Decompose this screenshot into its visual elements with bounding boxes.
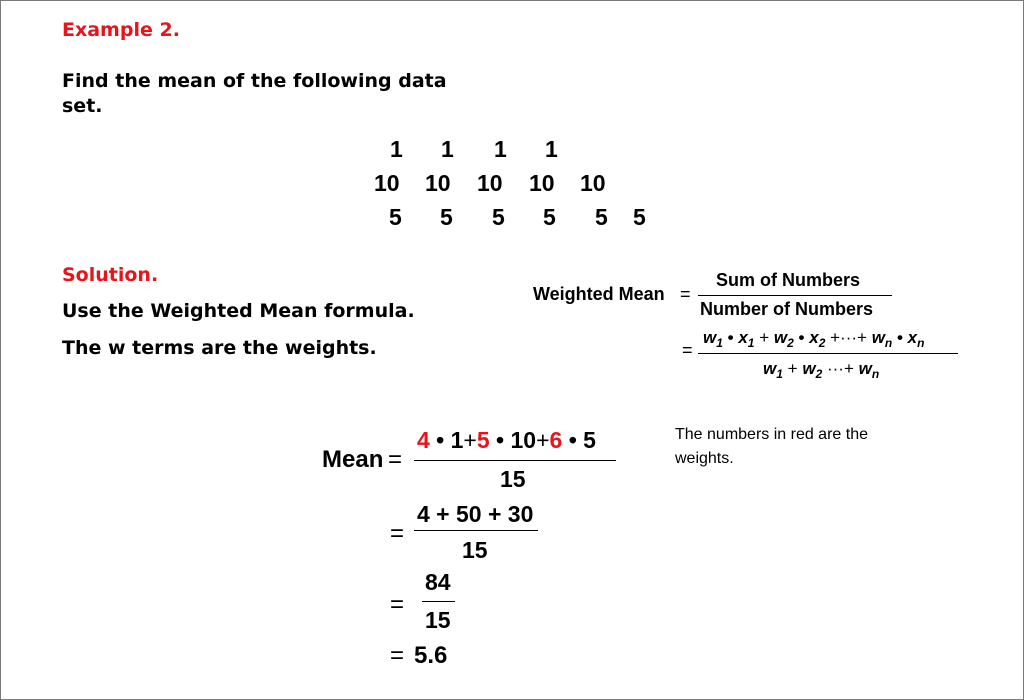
step2-numerator: 4 + 50 + 30 [417, 501, 534, 527]
solution-line-1: Use the Weighted Mean formula. [62, 300, 415, 322]
step1-denominator: 15 [500, 466, 526, 492]
equals-sign: = [680, 284, 691, 304]
equals-sign: = [390, 520, 405, 547]
step3-numerator: 84 [425, 569, 451, 595]
data-value: 5 [440, 204, 453, 230]
fraction-bar [414, 530, 538, 531]
data-value: 5 [389, 204, 402, 230]
fraction-bar [422, 601, 455, 602]
fraction-bar [698, 295, 892, 296]
mean-label: Mean [322, 446, 384, 473]
fraction-bar [698, 353, 958, 354]
data-value: 1 [545, 136, 558, 162]
fraction-bar [414, 460, 616, 461]
note-line-2: weights. [675, 450, 734, 467]
formula-label: Weighted Mean [533, 284, 665, 304]
data-value: 10 [580, 170, 606, 196]
equals-sign: = [390, 642, 405, 669]
data-value: 10 [529, 170, 555, 196]
formula-numerator: Sum of Numbers [716, 270, 861, 290]
step1-numerator: 4 • 1+5 • 10+6 • 5 [417, 427, 596, 453]
formula-general-denominator: $w_1 + w_2$ ···+ $w_n$ [763, 359, 880, 381]
result-value: 5.6 [414, 642, 448, 669]
data-value: 5 [633, 204, 646, 230]
equals-sign: = [390, 591, 405, 618]
data-value: 5 [492, 204, 505, 230]
equals-sign: = [388, 446, 403, 473]
data-value: 10 [425, 170, 451, 196]
equals-sign: = [682, 340, 693, 360]
data-value: 1 [441, 136, 454, 162]
problem-line-1: Find the mean of the following data [62, 70, 447, 92]
solution-heading: Solution. [62, 264, 159, 286]
example-title: Example 2. [62, 19, 180, 41]
data-value: 1 [390, 136, 403, 162]
step3-denominator: 15 [425, 607, 451, 633]
formula-denominator: Number of Numbers [700, 299, 874, 319]
data-value: 10 [477, 170, 503, 196]
problem-line-2: set. [62, 95, 103, 117]
data-value: 10 [374, 170, 400, 196]
note-line-1: The numbers in red are the [675, 426, 868, 443]
solution-line-2: The w terms are the weights. [62, 337, 377, 359]
step2-denominator: 15 [462, 537, 488, 563]
data-value: 5 [543, 204, 556, 230]
data-value: 5 [595, 204, 608, 230]
formula-general-numerator: $w_1$ • $x_1 + w_2$ • $x_2$ +···+ $w_n$ • $x_n$ [703, 328, 925, 350]
data-value: 1 [494, 136, 507, 162]
